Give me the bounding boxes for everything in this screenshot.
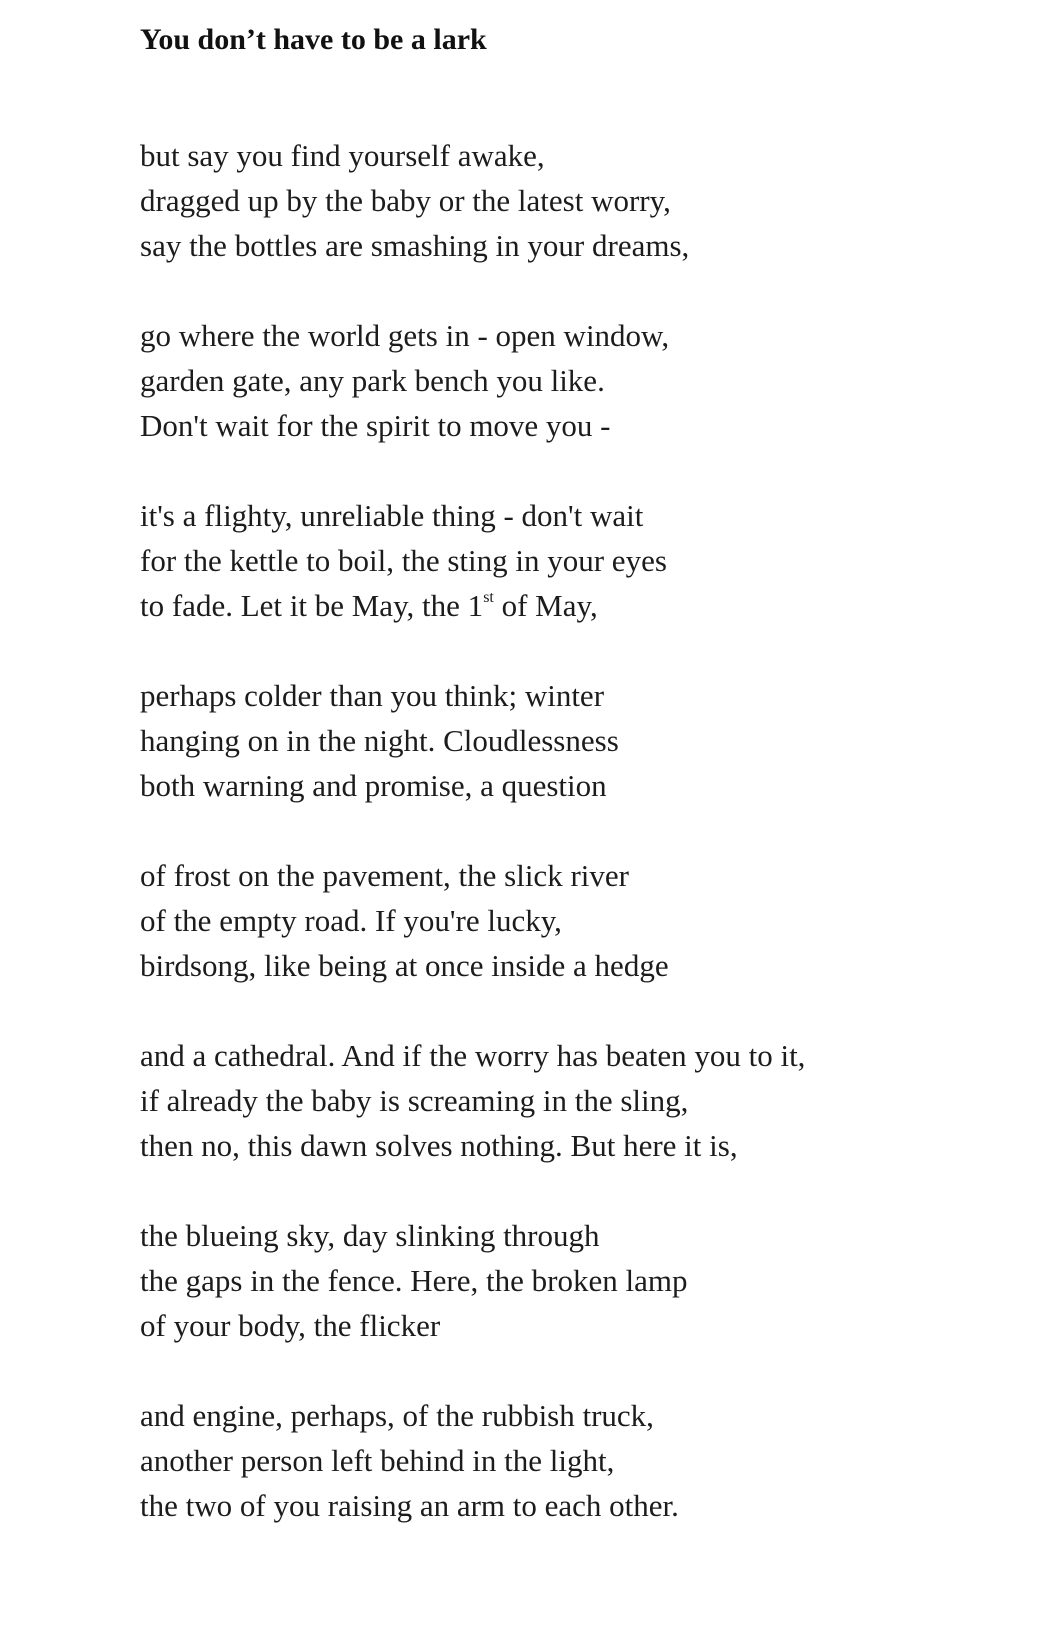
poem-line: of frost on the pavement, the slick river (140, 858, 629, 893)
poem-line: birdsong, like being at once inside a hedge (140, 948, 669, 983)
poem-line: if already the baby is screaming in the sling, (140, 1083, 689, 1118)
poem-line: the blueing sky, day slinking through (140, 1218, 600, 1253)
ordinal-suffix: st (483, 589, 494, 606)
stanza-1 (140, 133, 805, 268)
stanza-5 (140, 853, 805, 988)
stanza-6 (140, 1033, 805, 1168)
poem-line: Don't wait for the spirit to move you - (140, 408, 611, 443)
poem-line: garden gate, any park bench you like. (140, 363, 605, 398)
poem-line: it's a flighty, unreliable thing - don't wait (140, 498, 644, 533)
poem-line: then no, this dawn solves nothing. But here it is, (140, 1128, 738, 1163)
line-text: of May, (493, 588, 598, 623)
stanza-8 (140, 1393, 805, 1528)
poem-line: another person left behind in the light, (140, 1443, 615, 1478)
poem-line: and a cathedral. And if the worry has beaten you to it, (140, 1038, 806, 1073)
poem-line: of your body, the flicker (140, 1308, 441, 1343)
poem-title: You don’t have to be a lark (140, 23, 487, 56)
poem-line: say the bottles are smashing in your dreams, (140, 228, 690, 263)
poem-line: but say you find yourself awake, (140, 138, 545, 173)
poem-line: and engine, perhaps, of the rubbish truck, (140, 1398, 654, 1433)
stanza-7 (140, 1213, 805, 1348)
poem-line: perhaps colder than you think; winter (140, 678, 605, 713)
poem-line: both warning and promise, a question (140, 768, 607, 803)
line-text: to fade. Let it be May, the 1 (140, 588, 484, 623)
poem-line: go where the world gets in - open window, (140, 318, 670, 353)
stanza-3 (140, 493, 805, 628)
stanza-2 (140, 313, 805, 448)
poem-line (140, 583, 805, 628)
poem-line: for the kettle to boil, the sting in your eyes (140, 543, 667, 578)
poem-line: of the empty road. If you're lucky, (140, 903, 562, 938)
poem-line: dragged up by the baby or the latest worry, (140, 183, 671, 218)
stanza-4 (140, 673, 805, 808)
poem-line: hanging on in the night. Cloudlessness (140, 723, 619, 758)
poem-body (140, 133, 805, 1573)
poem-line: the two of you raising an arm to each other. (140, 1488, 679, 1523)
poem-line: the gaps in the fence. Here, the broken lamp (140, 1263, 688, 1298)
